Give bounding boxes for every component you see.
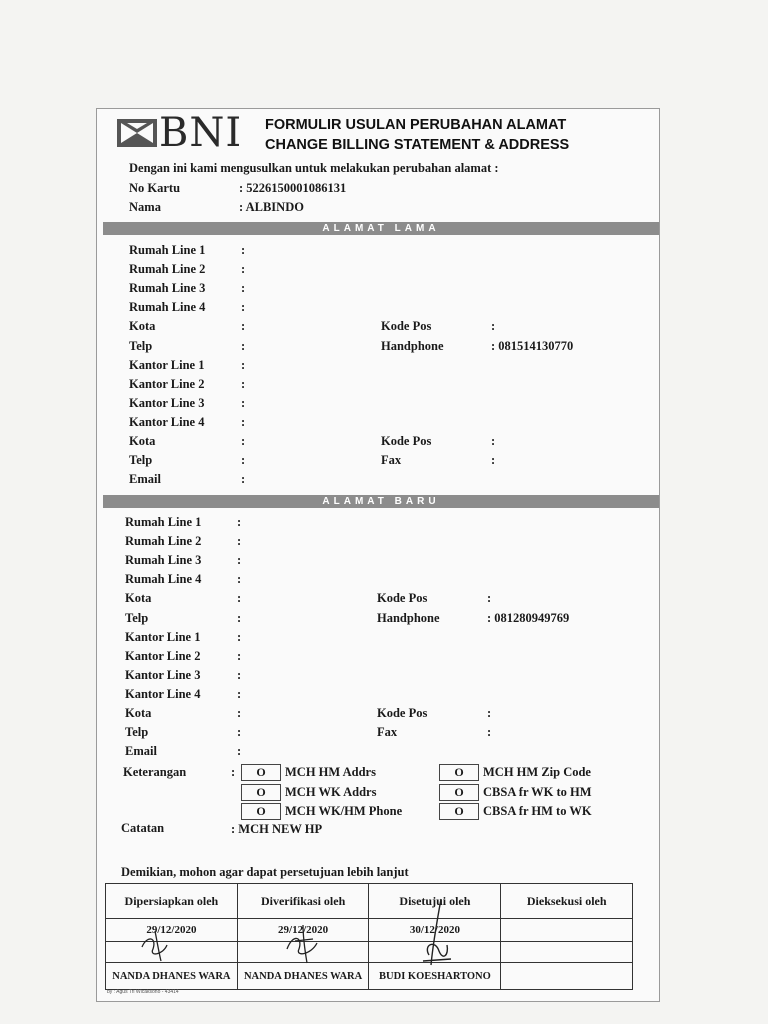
bni-logo-mark-icon <box>117 115 157 151</box>
signature-scribble-icon <box>137 925 177 965</box>
field-value[interactable]: : <box>241 376 246 391</box>
field-label: Rumah Line 3 <box>125 553 202 568</box>
field-value[interactable]: : <box>487 725 492 740</box>
form-title <box>265 115 569 155</box>
signature-scribble-icon <box>281 921 325 965</box>
field-value[interactable]: : <box>237 629 242 644</box>
field-value[interactable]: : <box>491 319 496 334</box>
field-label: Fax <box>377 725 398 740</box>
field-value[interactable]: : <box>491 434 496 448</box>
field-label: Telp <box>129 453 153 468</box>
sign-header: Dieksekusi oleh <box>501 884 633 919</box>
field-label: Kantor Line 4 <box>125 686 201 701</box>
field-label: Kota <box>129 434 156 448</box>
field-value[interactable]: : <box>241 338 246 353</box>
remark-option-label: MCH WK/HM Phone <box>285 804 403 818</box>
field-value[interactable]: : <box>237 534 242 549</box>
field-value[interactable]: : <box>237 572 242 587</box>
remark-option-label: CBSA fr HM to WK <box>483 804 592 818</box>
field-value[interactable]: : <box>241 262 246 277</box>
field-value[interactable]: : <box>237 515 242 529</box>
remark-option[interactable] <box>241 784 376 800</box>
field-label: Rumah Line 4 <box>125 572 202 587</box>
signature-table <box>105 883 633 990</box>
remark-checkbox[interactable]: O <box>241 764 281 781</box>
logo-text: BNI <box>159 110 243 156</box>
field-label: Kode Pos <box>381 319 432 334</box>
remark-checkbox[interactable]: O <box>241 784 281 801</box>
field-label: Handphone <box>377 610 440 625</box>
form-title-line2: CHANGE BILLING STATEMENT & ADDRESS <box>265 137 570 153</box>
intro-text: Dengan ini kami mengusulkan untuk melakukan perubahan alamat : <box>129 161 499 175</box>
field-label: Kota <box>129 319 156 334</box>
remarks-label: Keterangan <box>123 765 187 779</box>
sign-header: Disetujui oleh <box>369 884 501 919</box>
field-label: Email <box>129 472 161 487</box>
field-value[interactable]: : <box>241 453 246 468</box>
field-label: Kode Pos <box>377 706 428 720</box>
field-label: Handphone <box>381 338 444 353</box>
remark-checkbox[interactable]: O <box>241 803 281 820</box>
field-value[interactable]: : <box>237 744 242 759</box>
remark-option[interactable] <box>241 764 376 780</box>
name-label: Nama <box>129 200 161 214</box>
field-value[interactable]: : <box>241 434 246 448</box>
field-value[interactable]: : <box>241 395 246 410</box>
field-value[interactable]: : <box>241 357 246 372</box>
remark-option[interactable] <box>241 803 402 819</box>
field-value[interactable]: : <box>237 706 242 720</box>
field-value[interactable]: : <box>487 706 492 720</box>
field-label: Fax <box>381 453 402 468</box>
field-value[interactable]: : <box>237 553 242 568</box>
field-value[interactable]: : 081514130770 <box>491 338 574 353</box>
sign-name <box>501 963 633 990</box>
remarks-colon: : <box>231 765 236 779</box>
field-value[interactable]: : <box>491 453 496 468</box>
field-value[interactable]: : <box>241 472 246 487</box>
signature-scribble-icon <box>415 895 459 971</box>
field-label: Rumah Line 4 <box>129 300 206 315</box>
remark-option-label: MCH HM Addrs <box>285 765 376 779</box>
field-label: Telp <box>129 338 153 353</box>
sign-date: 29/12/2020 <box>106 919 238 942</box>
sign-header: Dipersiapkan oleh <box>106 884 238 919</box>
field-value[interactable]: : <box>237 591 242 606</box>
field-value[interactable]: : 081280949769 <box>487 610 570 625</box>
field-label: Telp <box>125 725 149 740</box>
field-value[interactable]: : <box>241 281 246 296</box>
field-label: Kantor Line 4 <box>129 414 205 429</box>
field-value[interactable]: : <box>241 319 246 334</box>
field-label: Kode Pos <box>377 591 428 606</box>
field-value[interactable]: : <box>237 667 242 682</box>
sign-date: 30/12/2020 <box>369 919 501 942</box>
field-label: Kantor Line 2 <box>125 648 201 663</box>
field-label: Kantor Line 1 <box>125 629 201 644</box>
field-label: Rumah Line 1 <box>129 243 206 257</box>
field-label: Kantor Line 2 <box>129 376 205 391</box>
bni-logo <box>117 110 243 156</box>
remark-option[interactable] <box>439 803 592 819</box>
field-value[interactable]: : <box>487 591 492 606</box>
notes-value: : MCH NEW HP <box>231 822 323 836</box>
field-value[interactable]: : <box>237 686 242 701</box>
field-label: Kantor Line 3 <box>129 395 205 410</box>
field-label: Telp <box>125 610 149 625</box>
sign-name: NANDA DHANES WARA <box>106 963 238 990</box>
remark-option[interactable] <box>439 784 592 800</box>
remark-checkbox[interactable]: O <box>439 784 479 801</box>
sign-header: Diverifikasi oleh <box>237 884 369 919</box>
field-label: Kode Pos <box>381 434 432 448</box>
field-label: Rumah Line 3 <box>129 281 206 296</box>
form-sheet <box>96 108 660 1002</box>
field-value[interactable]: : <box>241 300 246 315</box>
remark-option-label: CBSA fr WK to HM <box>483 785 592 799</box>
sign-name: NANDA DHANES WARA <box>237 963 369 990</box>
field-label: Kantor Line 3 <box>125 667 201 682</box>
remark-checkbox[interactable]: O <box>439 764 479 781</box>
form-title-line1: FORMULIR USULAN PERUBAHAN ALAMAT <box>265 117 567 133</box>
field-label: Email <box>125 744 157 759</box>
signature-cell <box>501 942 633 963</box>
name-value: : ALBINDO <box>239 200 304 214</box>
field-value[interactable]: : <box>237 648 242 663</box>
field-label: Kota <box>125 706 152 720</box>
old-address-header: ALAMAT LAMA <box>103 222 659 235</box>
field-label: Rumah Line 1 <box>125 515 202 529</box>
field-value[interactable]: : <box>241 243 246 257</box>
remark-option-label: MCH HM Zip Code <box>483 765 591 779</box>
remark-checkbox[interactable]: O <box>439 803 479 820</box>
card-value: : 5226150001086131 <box>239 181 347 195</box>
notes-label: Catatan <box>121 821 165 835</box>
field-label: Kantor Line 1 <box>129 357 205 372</box>
field-label: Rumah Line 2 <box>129 262 206 277</box>
footer-note: by : Agus Tri Wicaksono - 43414 <box>107 989 179 995</box>
field-value[interactable]: : <box>237 610 242 625</box>
remark-option-label: MCH WK Addrs <box>285 785 377 799</box>
sign-date: 29/12/2020 <box>237 919 369 942</box>
remark-option[interactable] <box>439 764 591 780</box>
field-label: Rumah Line 2 <box>125 534 202 549</box>
card-label: No Kartu <box>129 181 181 195</box>
sign-name: BUDI KOESHARTONO <box>369 963 501 990</box>
closing-text: Demikian, mohon agar dapat persetujuan lebih lanjut <box>121 865 409 879</box>
new-address-header: ALAMAT BARU <box>103 495 659 508</box>
field-value[interactable]: : <box>241 414 246 429</box>
field-label: Kota <box>125 591 152 606</box>
field-value[interactable]: : <box>237 725 242 740</box>
sign-date <box>501 919 633 942</box>
